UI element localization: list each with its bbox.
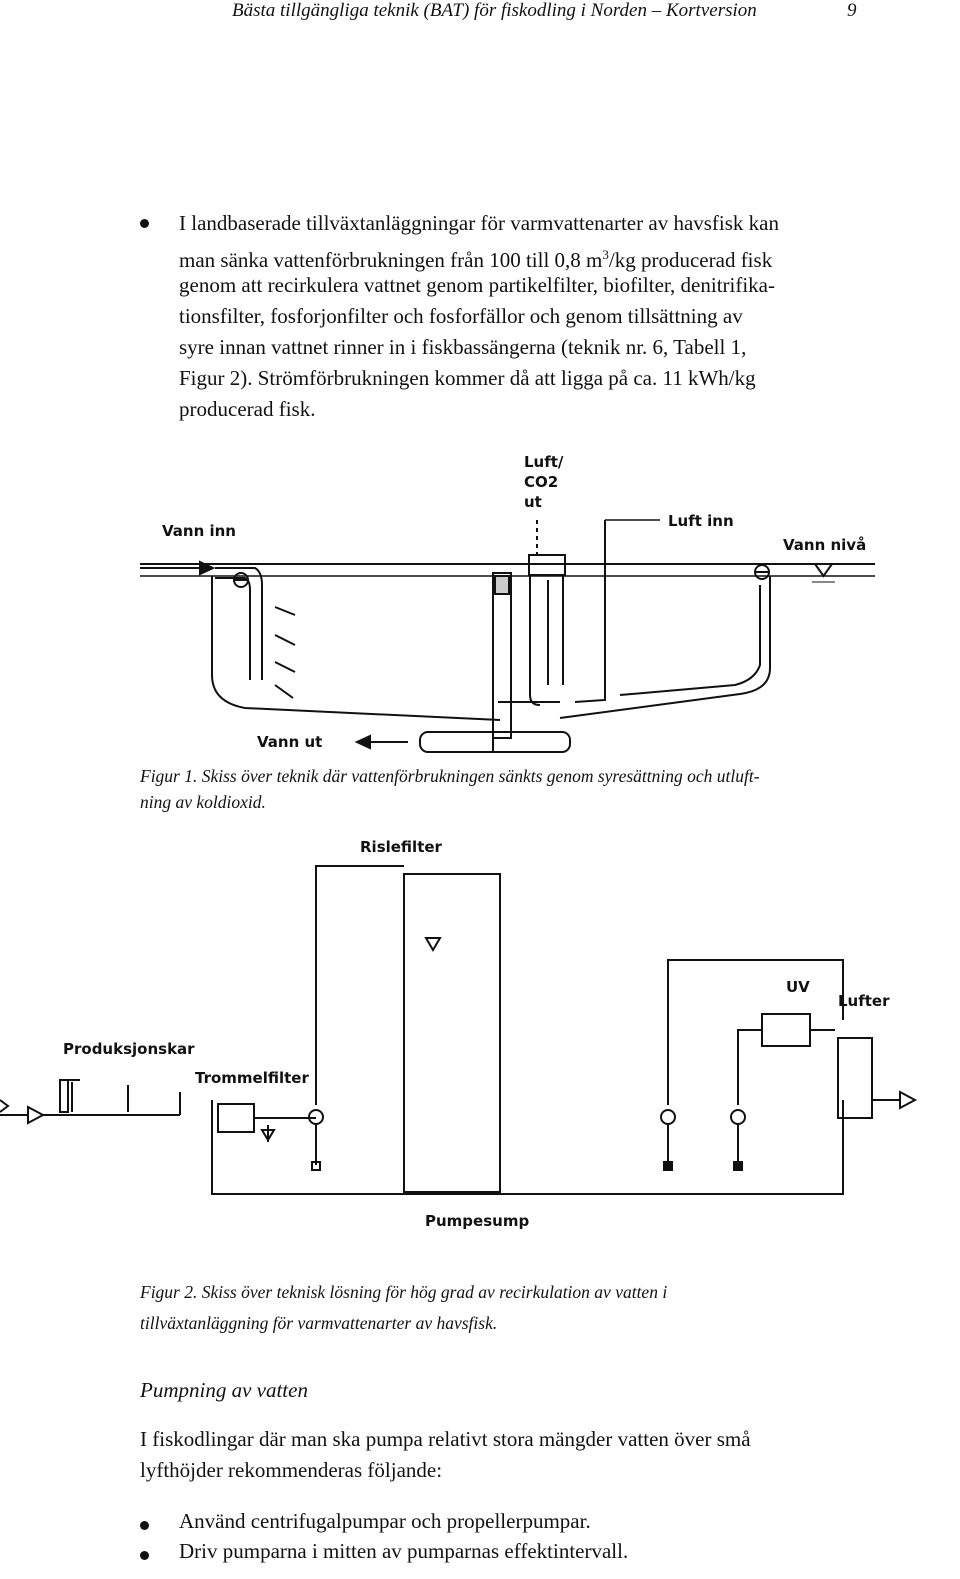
running-header: Bästa tillgängliga teknik (BAT) för fiskodling i Norden – Kortversion: [232, 0, 757, 21]
figure2-caption-line2: tillväxtanläggning för varmvattenarter av havsfisk.: [140, 1313, 498, 1333]
list-item: Använd centrifugalpumpar och propellerpumpar.: [179, 1509, 591, 1533]
section-body-line: I fiskodlingar där man ska pumpa relativt stora mängder vatten över små: [140, 1427, 751, 1451]
paragraph-line: [179, 239, 879, 270]
inflow-arrow-icon: [28, 1107, 43, 1123]
paragraph-line-text: man sänka vattenförbrukningen från 100 till 0,8 m: [179, 248, 603, 272]
label-luft-co2-3: ut: [524, 493, 542, 511]
outflow-arrow-icon: [900, 1092, 915, 1108]
paragraph-line-suffix: /kg producerad fisk: [608, 248, 773, 272]
paragraph-line: Figur 2). Strömförbrukningen kommer då att ligga på ca. 11 kWh/kg: [179, 366, 756, 390]
bullet-icon: [140, 1521, 149, 1530]
section-body-line: lyfthöjder rekommenderas följande:: [140, 1458, 443, 1482]
return-flow-line: [620, 585, 760, 695]
right-pipe-network: [668, 960, 843, 1105]
paragraph-line: genom att recirkulera vattnet genom partikelfilter, biofilter, denitrifika-: [179, 273, 775, 297]
page-number: 9: [847, 0, 857, 21]
label-trommelfilter: Trommelfilter: [195, 1069, 309, 1087]
bullet-icon: [140, 1551, 149, 1560]
figure1-caption-line1: Figur 1. Skiss över teknik där vattenförbrukningen sänkts genom syresättning och utluft-: [140, 766, 760, 786]
uv-unit: [762, 1014, 810, 1046]
label-vann-niva: Vann nivå: [783, 536, 867, 554]
paragraph-line: I landbaserade tillväxtanläggningar för varmvattenarter av havsfisk kan: [179, 211, 780, 235]
pumpesump: [212, 1100, 843, 1194]
figure2-caption-line1: Figur 2. Skiss över teknisk lösning för hög grad av recirkulation av vatten i: [140, 1282, 668, 1302]
bullet-paragraph: [179, 208, 879, 425]
label-vann-inn: Vann inn: [162, 522, 236, 540]
figure1-diagram: [0, 440, 960, 760]
bullet-icon: [140, 219, 149, 228]
trommelfilter-unit: [218, 1104, 254, 1132]
label-rislefilter: Rislefilter: [360, 838, 442, 856]
outlet-arrow-icon: [357, 736, 370, 748]
tank-right-wall: [560, 576, 770, 718]
inlet-pipe: [215, 568, 262, 680]
figure1-caption-line2: ning av koldioxid.: [140, 792, 266, 812]
label-pumpesump: Pumpesump: [425, 1212, 530, 1230]
standpipe: [493, 573, 511, 738]
section-body: [140, 1424, 751, 1486]
outlet-pipe: [420, 732, 570, 752]
air-inlet-line: [575, 520, 605, 702]
label-luft-co2-1: Luft/: [524, 453, 564, 471]
figure2-diagram: [0, 830, 960, 1240]
list-item: Driv pumparna i mitten av pumparnas effektintervall.: [179, 1539, 629, 1563]
label-produksjonskar: Produksjonskar: [63, 1040, 195, 1058]
water-level-icon: [815, 564, 832, 576]
water-level-icon: [426, 938, 440, 950]
pipe-to-rislefilter: [316, 866, 404, 1105]
paragraph-line: tionsfilter, fosforjonfilter och fosforfällor och genom tillsättning av: [179, 304, 743, 328]
label-luft-co2-2: CO2: [524, 473, 559, 491]
label-luft-inn: Luft inn: [668, 512, 734, 530]
paragraph-line: syre innan vattnet rinner in i fiskbassängerna (teknik nr. 6, Tabell 1,: [179, 335, 747, 359]
rislefilter-tank: [404, 874, 500, 1192]
pump-icon: [661, 1110, 675, 1124]
section-heading: Pumpning av vatten: [140, 1378, 308, 1402]
superscript: 3: [602, 247, 609, 262]
label-uv: UV: [786, 978, 810, 996]
pump-icon: [731, 1110, 745, 1124]
label-lufter: Lufter: [838, 992, 890, 1010]
tank-left-wall: [212, 576, 500, 720]
paragraph-line: producerad fisk.: [179, 397, 316, 421]
label-vann-ut: Vann ut: [257, 733, 323, 751]
